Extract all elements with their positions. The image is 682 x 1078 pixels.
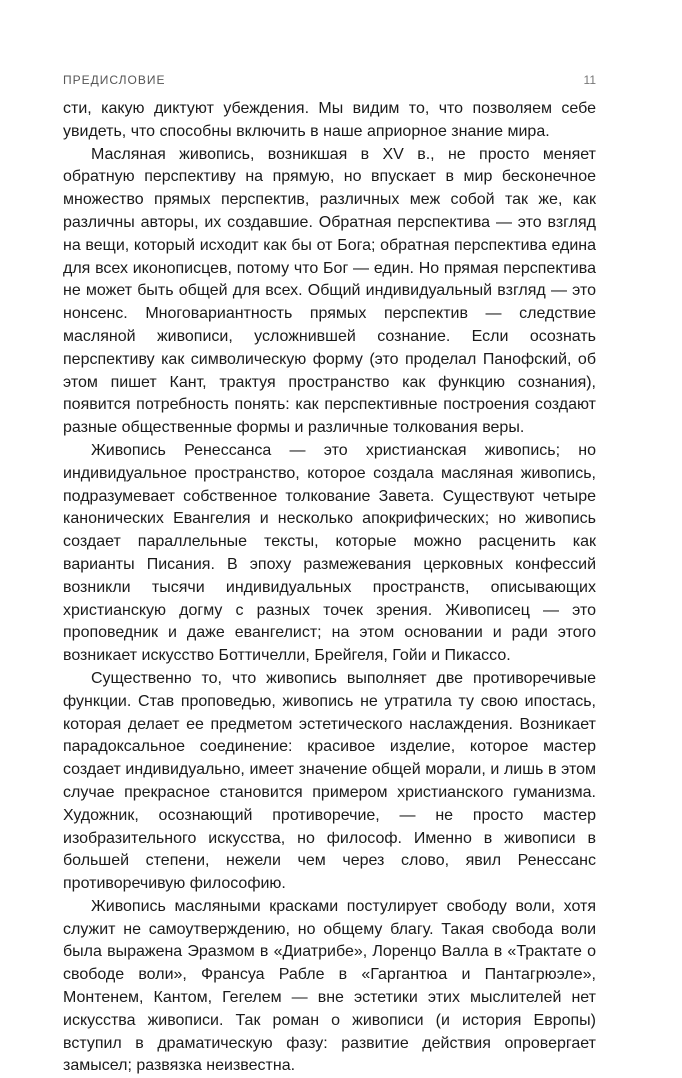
paragraph: Живопись масляными красками постулирует свободу воли, хотя служит не самоутверждению, но общему благу. Такая свобода воли была выражена Эразмом в «Диатрибе», Лоренцо Валла в «Трактате о свободе воли», Франсуа Рабле в «Гаргантюа и Пантагрюэле», Монтенем, Кантом, Гегелем — вне эстетики этих мыслителей нет искусства живописи. Так роман о живописи (и история Европы) вступил в драматическую фазу: развитие действия опровергает замысел; развязка неизвестна. (63, 897, 596, 1075)
paragraph: Существенно то, что живопись выполняет две противоречивые функции. Став проповедью, живопись не утратила ту свою ипостась, которая делает ее предметом эстетического наслаждения. Возникает парадоксальное соединение: красивое изделие, которое мастер создает индивидуально, имеет значение общей морали, и лишь в этом случае прекрасное становится примером христианского гуманизма. Художник, осознающий противоречие, — не просто мастер изобразительного искусства, но философ. Именно в живописи в большей степени, нежели чем через слово, явил Ренессанс противоречивую философию. (63, 669, 596, 893)
section-title: ПРЕДИСЛОВИЕ (63, 73, 166, 87)
body-text (63, 98, 596, 1078)
paragraph: Живопись Ренессанса — это христианская живопись; но индивидуальное пространство, которое создала масляная живопись, подразумевает собственное толкование Завета. Существуют четыре канонических Евангелия и несколько апокрифических; но живопись создает параллельные тексты, которые можно расценить как варианты Писания. В эпоху размежевания церковных конфессий возникли тысячи индивидуальных пространств, описывающих христианскую догму с разных точек зрения. Живописец — это проповедник и даже евангелист; на этом основании и ради этого возникает искусство Боттичелли, Брейгеля, Гойи и Пикассо. (63, 441, 596, 665)
page-number: 11 (583, 73, 596, 87)
running-head (63, 73, 596, 89)
paragraph: Масляная живопись, возникшая в XV в., не просто меняет обратную перспективу на прямую, но впускает в мир бесконечное множество прямых перспектив, различных меж собой так же, как различны авторы, их создавшие. Обратная перспектива — это взгляд на вещи, который исходит как бы от Бога; обратная перспектива едина для всех иконописцев, потому что Бог — един. Но прямая перспектива не может быть общей для всех. Общий индивидуальный взгляд — это нонсенс. Многовариантность прямых перспектив — следствие масляной живописи, усложнившей сознание. Если осознать перспективу как символическую форму (это проделал Панофский, об этом пишет Кант, трактуя пространство как функцию сознания), появится потребность понять: как перспективные построения создают разные общественные формы и различные толкования веры. (63, 145, 596, 437)
paragraph-continued: сти, какую диктуют убеждения. Мы видим то, что позволяем себе увидеть, что способны включить в наше априорное знание мира. (63, 100, 596, 140)
